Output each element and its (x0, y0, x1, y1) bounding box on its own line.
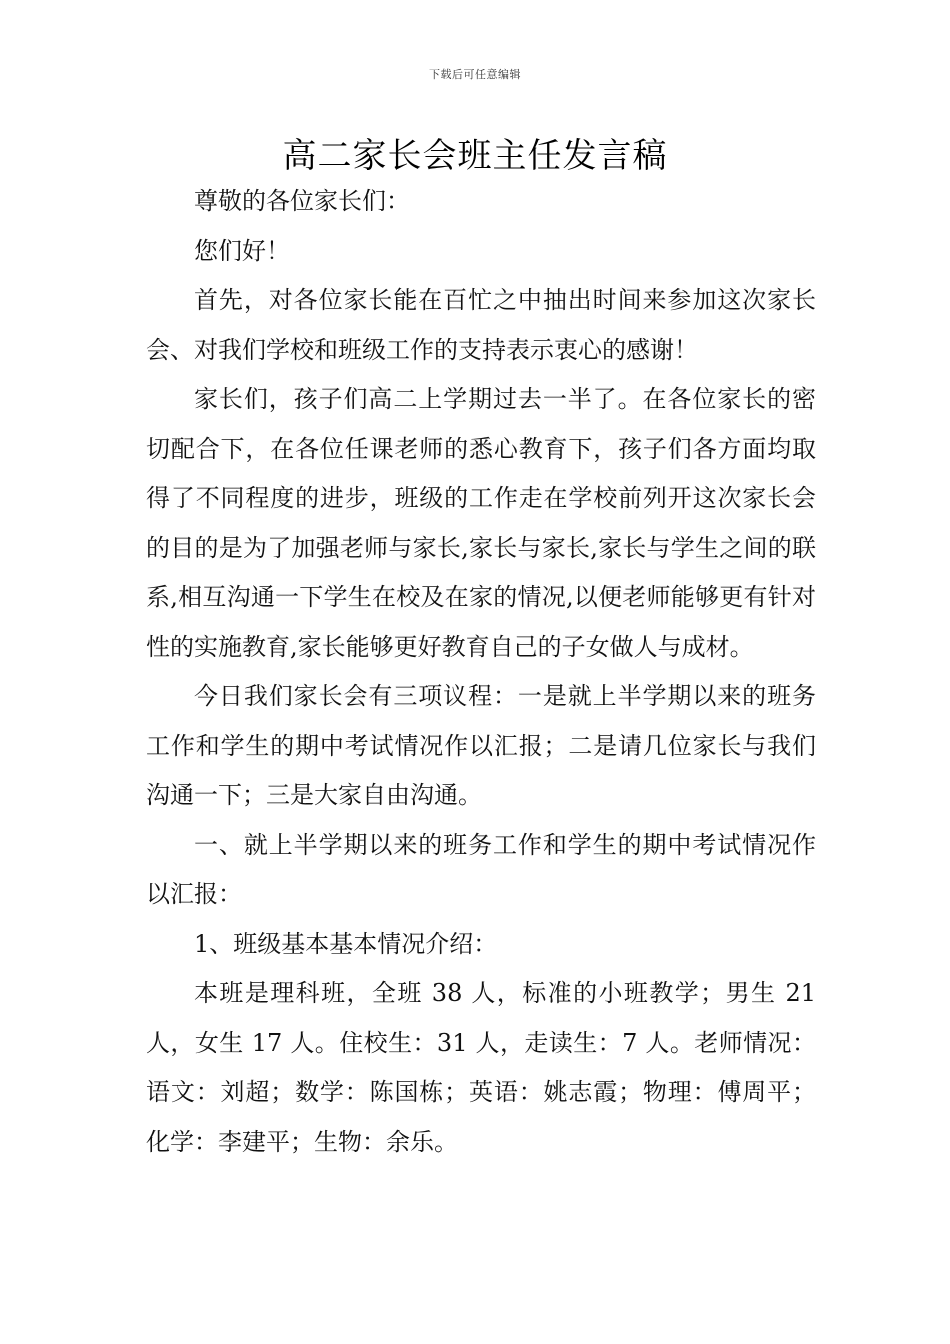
salutation: 尊敬的各位家长们： (194, 187, 410, 215)
paragraph-purpose: 家长们，孩子们高二上学期过去一半了。在各位家长的密切配合下，在各位任课老师的悉心教育下，孩子们各方面均取得了不同程度的进步，班级的工作走在学校前列开这次家长会的目的是为了加强老师与家长,家长与家长,家长与学生之间的联系,相互沟通一下学生在校及在家的情况,以便老师能够更有针对性的实施教育,家长能够更好教育自己的子女做人与成材。 (146, 385, 816, 661)
section-heading-1: 一、就上半学期以来的班务工作和学生的期中考试情况作以汇报： (146, 830, 816, 908)
paragraph-agenda: 今日我们家长会有三项议程：一是就上半学期以来的班务工作和学生的期中考试情况作以汇报；二是请几位家长与我们沟通一下；三是大家自由沟通。 (146, 682, 816, 809)
greeting: 您们好！ (194, 236, 290, 265)
paragraph-thanks: 首先，对各位家长能在百忙之中抽出时间来参加这次家长会、对我们学校和班级工作的支持表示衷心的感谢！ (146, 286, 816, 364)
document-title: 高二家长会班主任发言稿 (282, 136, 668, 176)
paragraph-class-info: 本班是理科班，全班 38 人，标准的小班教学；男生 21 人，女生 17 人。住校生：31 人，走读生：7 人。老师情况：语文：刘超；数学：陈国栋；英语：姚志霞；物理：傅周平；化学：李建平；生物：余乐。 (146, 979, 816, 1156)
subsection-heading-1-1: 1、班级基本基本情况介绍： (194, 929, 498, 958)
document-body (146, 177, 816, 1167)
header-note: 下载后可任意编辑 (429, 68, 521, 81)
